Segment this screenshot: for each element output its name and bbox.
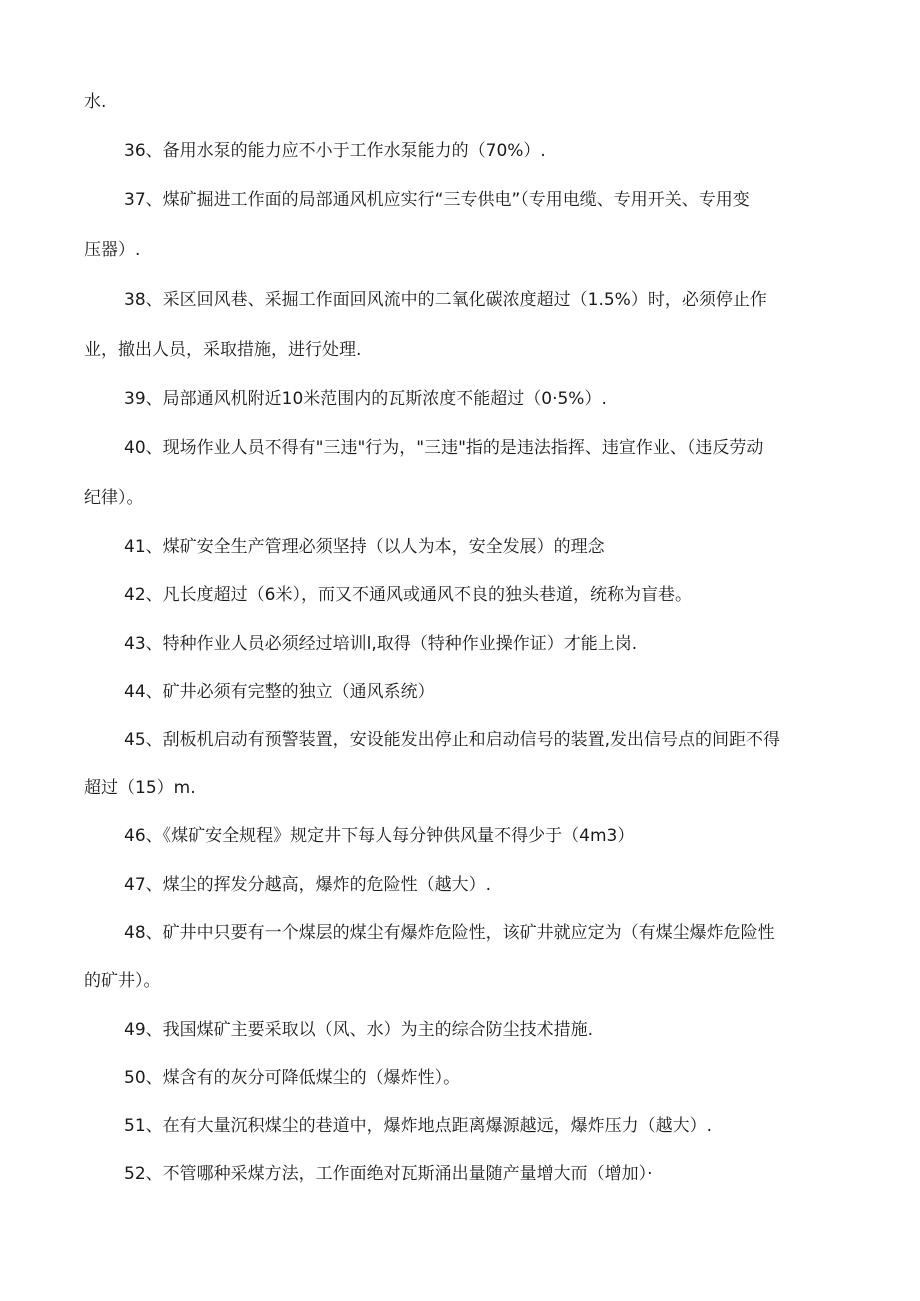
text-line: 39、局部通风机附近10米范围内的瓦斯浓度不能超过（0·5%）. bbox=[124, 389, 607, 409]
text-line: 48、矿井中只要有一个煤层的煤尘有爆炸危险性，该矿井就应定为（有煤尘爆炸危险性 bbox=[124, 923, 775, 943]
text-line: 36、备用水泵的能力应不小于工作水泵能力的（70%）. bbox=[124, 141, 546, 161]
text-line: 41、煤矿安全生产管理必须坚持（以人为本，安全发展）的理念 bbox=[124, 537, 605, 557]
text-line: 的矿井）。 bbox=[84, 971, 161, 991]
text-line: 50、煤含有的灰分可降低煤尘的（爆炸性）。 bbox=[124, 1068, 461, 1088]
text-line: 43、特种作业人员必须经过培训l,取得（特种作业操作证）才能上岗. bbox=[124, 634, 638, 654]
text-line: 44、矿井必须有完整的独立（通风系统） bbox=[124, 682, 435, 702]
text-line: 51、在有大量沉积煤尘的巷道中，爆炸地点距离爆源越远，爆炸压力（越大）. bbox=[124, 1116, 713, 1136]
text-line: 40、现场作业人员不得有"三违"行为，"三违"指的是违法指挥、违宣作业、（违反劳动 bbox=[124, 438, 764, 458]
text-line: 42、凡长度超过（6米），而又不通风或通风不良的独头巷道，统称为盲巷。 bbox=[124, 585, 692, 605]
text-line: 37、煤矿掘进工作面的局部通风机应实行“三专供电”（专用电缆、专用开关、专用变 bbox=[124, 190, 750, 210]
text-line: 52、不管哪种采煤方法，工作面绝对瓦斯涌出量随产量增大而（增加）· bbox=[124, 1164, 653, 1184]
text-line: 46、《煤矿安全规程》规定井下每人每分钟供风量不得少于（4m3） bbox=[124, 826, 635, 846]
text-line: 压器）. bbox=[84, 240, 141, 260]
text-line: 超过（15）m. bbox=[84, 778, 196, 798]
text-line: 38、采区回风巷、采掘工作面回风流中的二氧化碳浓度超过（1.5%）时，必须停止作 bbox=[124, 290, 767, 310]
text-line: 47、煤尘的挥发分越高，爆炸的危险性（越大）. bbox=[124, 875, 492, 895]
text-line: 业，撤出人员，采取措施，进行处理. bbox=[84, 340, 362, 360]
text-line: 纪律）。 bbox=[84, 488, 144, 508]
text-line: 49、我国煤矿主要采取以（风、水）为主的综合防尘技术措施. bbox=[124, 1020, 594, 1040]
text-line: 水. bbox=[84, 92, 107, 112]
text-line: 45、刮板机启动有预警装置，安设能发出停止和启动信号的装置,发出信号点的间距不得 bbox=[124, 730, 781, 750]
